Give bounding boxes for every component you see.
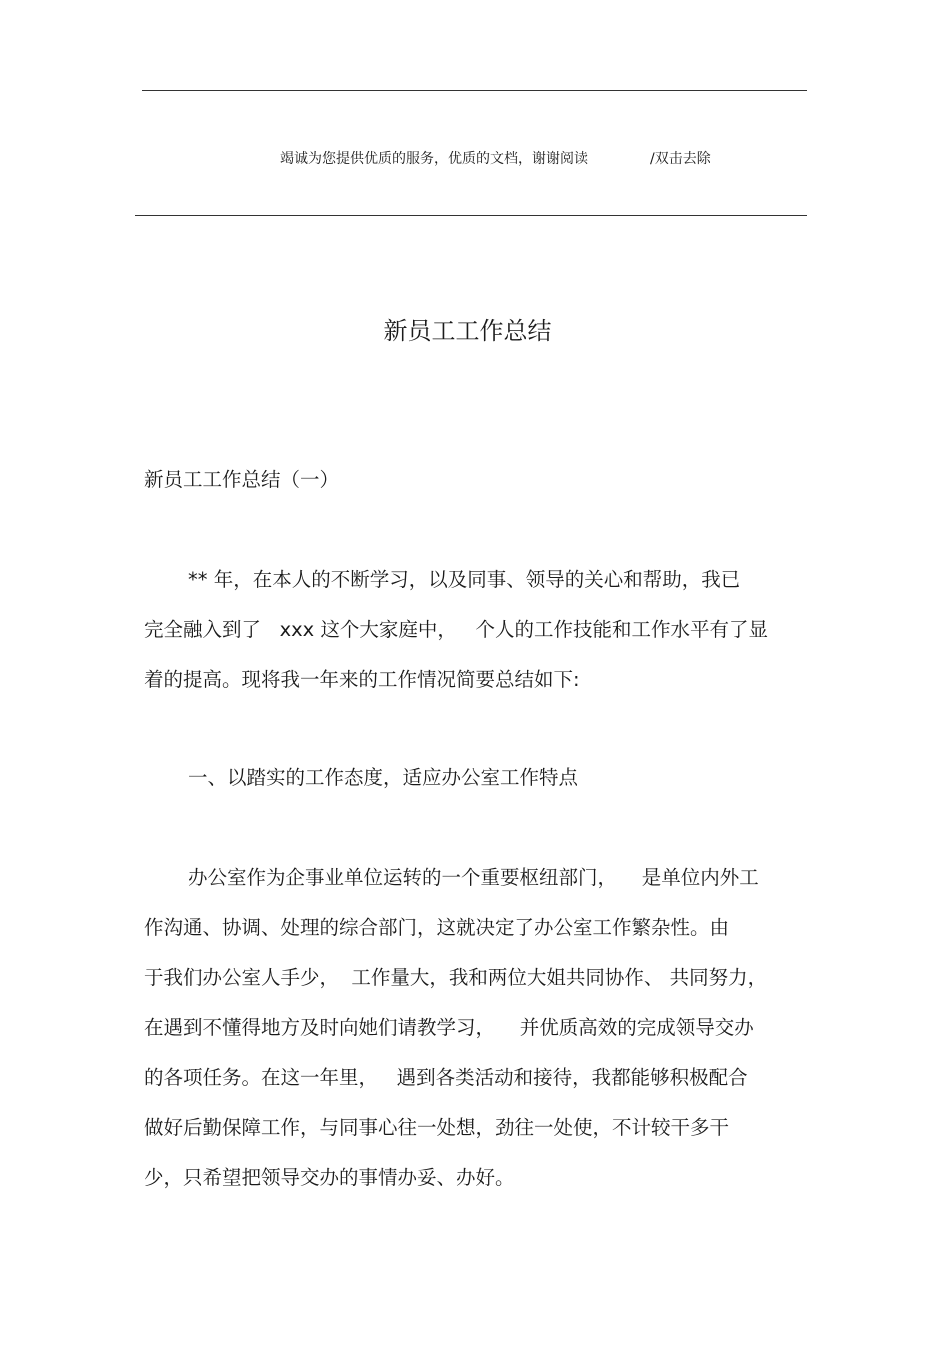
header-notice: 竭诚为您提供优质的服务，优质的文档，谢谢阅读 (280, 151, 588, 167)
document-subtitle: 新员工工作总结（一） (144, 468, 340, 491)
paragraph-line: 在遇到不懂得地方及时向她们请教学习， 并优质高效的完成领导交办 (144, 1016, 754, 1039)
paragraph-line: 少，只希望把领导交办的事情办妥、办好。 (144, 1166, 515, 1189)
paragraph-line: 办公室作为企事业单位运转的一个重要枢纽部门， 是单位内外工 (188, 866, 759, 889)
header-top-rule (142, 90, 807, 91)
paragraph-line: 于我们办公室人手少， 工作量大，我和两位大姐共同协作、 共同努力， (144, 966, 768, 989)
paragraph-line: 做好后勤保障工作，与同事心往一处想，劲往一处使，不计较干多干 (144, 1116, 730, 1139)
paragraph-line: 着的提高。现将我一年来的工作情况简要总结如下: (144, 668, 580, 691)
header-remove-hint[interactable]: /双击去除 (650, 151, 711, 167)
header-bottom-rule (135, 215, 807, 216)
paragraph-line: 完全融入到了 xxx 这个大家庭中， 个人的工作技能和工作水平有了显 (144, 618, 769, 641)
document-title: 新员工工作总结 (383, 317, 552, 345)
paragraph-line: 作沟通、协调、处理的综合部门，这就决定了办公室工作繁杂性。由 (144, 916, 730, 939)
paragraph-line: ** 年，在本人的不断学习，以及同事、领导的关心和帮助，我已 (188, 568, 741, 591)
section-heading: 一、以踏实的工作态度，适应办公室工作特点 (188, 766, 579, 789)
paragraph-line: 的各项任务。在这一年里， 遇到各类活动和接待，我都能够积极配合 (144, 1066, 748, 1089)
